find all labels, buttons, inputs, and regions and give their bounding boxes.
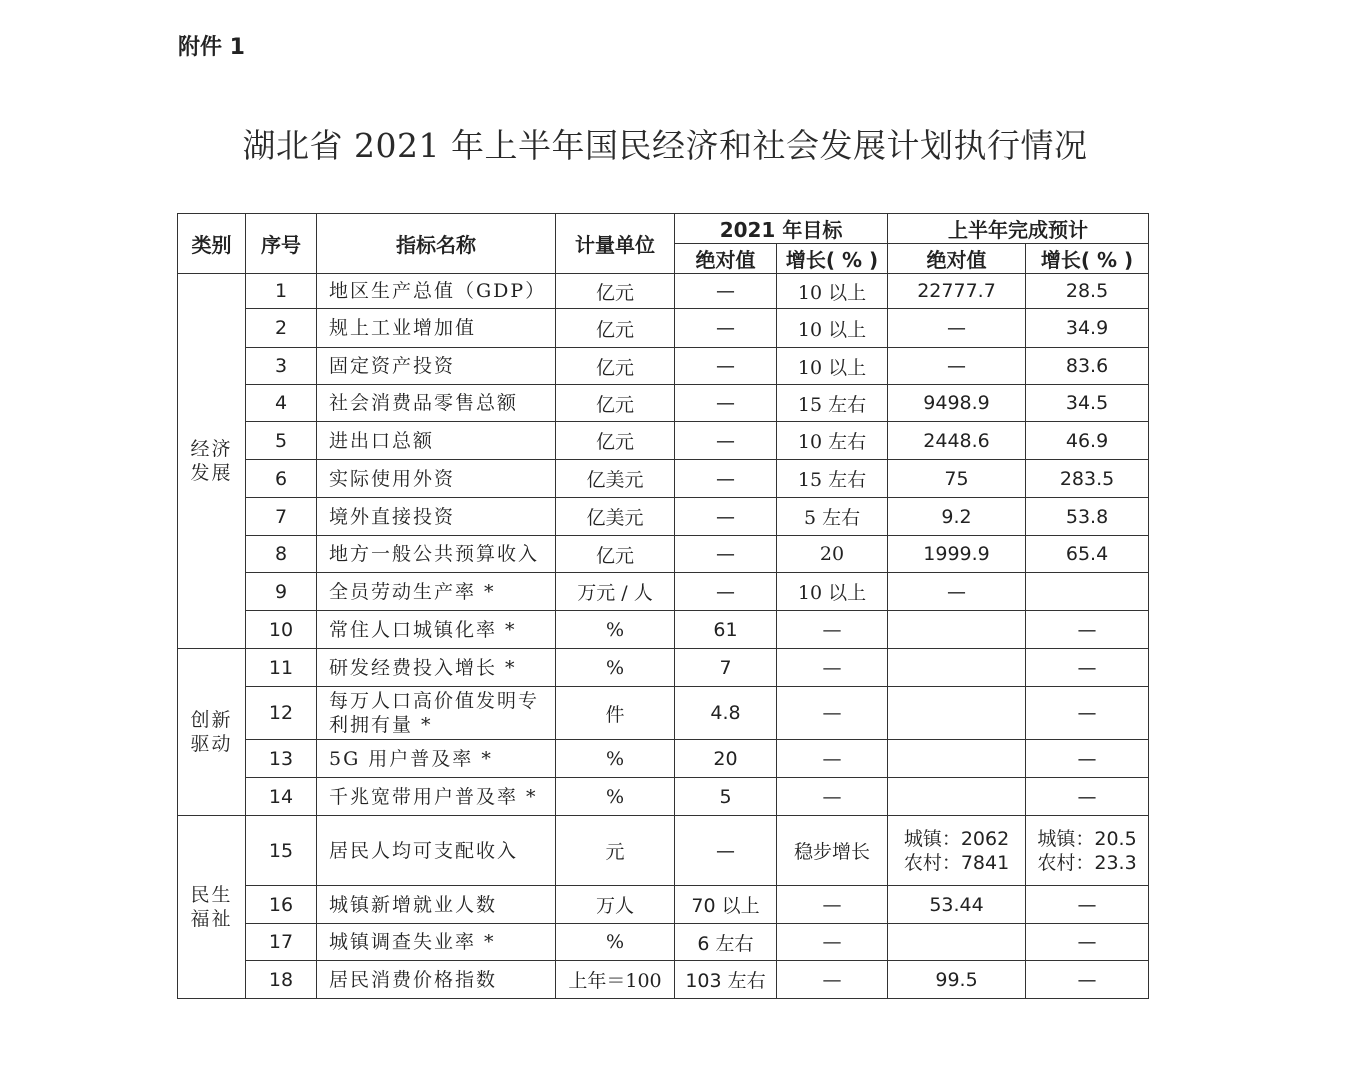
actual-growth-cell: 83.6 xyxy=(1026,348,1149,385)
unit-cell: 件 xyxy=(556,687,675,740)
actual-growth-cell: 28.5 xyxy=(1026,274,1149,309)
target-growth-cell: 10 以上 xyxy=(777,274,888,309)
table-row xyxy=(178,309,1149,348)
target-abs-cell: 103 左右 xyxy=(675,961,777,999)
target-growth-cell: 20 xyxy=(777,536,888,573)
target-growth-cell: 10 以上 xyxy=(777,309,888,348)
seq-cell: 4 xyxy=(246,385,317,422)
actual-abs-cell: 1999.9 xyxy=(888,536,1026,573)
target-growth-cell: — xyxy=(777,886,888,924)
seq-cell: 1 xyxy=(246,274,317,309)
unit-cell: 亿元 xyxy=(556,309,675,348)
table-row xyxy=(178,460,1149,498)
actual-abs-cell xyxy=(888,649,1026,687)
indicator-name-cell: 地区生产总值（GDP） xyxy=(317,274,556,309)
target-abs-cell: — xyxy=(675,422,777,460)
page-title: 湖北省 2021 年上半年国民经济和社会发展计划执行情况 xyxy=(242,126,1088,165)
table-row xyxy=(178,385,1149,422)
actual-abs-cell: 75 xyxy=(888,460,1026,498)
target-abs-cell: 6 左右 xyxy=(675,924,777,961)
target-abs-cell: 20 xyxy=(675,740,777,778)
indicator-name-cell: 常住人口城镇化率 * xyxy=(317,611,556,649)
target-abs-cell: 4.8 xyxy=(675,687,777,740)
actual-abs-cell: — xyxy=(888,348,1026,385)
target-abs-cell: — xyxy=(675,573,777,611)
seq-cell: 14 xyxy=(246,778,317,816)
category-cell: 创新 驱动 xyxy=(178,649,246,816)
seq-cell: 8 xyxy=(246,536,317,573)
target-growth-cell: — xyxy=(777,740,888,778)
unit-cell: % xyxy=(556,740,675,778)
indicator-name-cell: 进出口总额 xyxy=(317,422,556,460)
target-abs-cell: — xyxy=(675,309,777,348)
actual-growth-cell: — xyxy=(1026,778,1149,816)
indicator-name-cell: 5G 用户普及率 * xyxy=(317,740,556,778)
table-row xyxy=(178,924,1149,961)
unit-cell: 亿元 xyxy=(556,274,675,309)
seq-cell: 15 xyxy=(246,816,317,886)
table-row xyxy=(178,348,1149,385)
unit-cell: 上年＝100 xyxy=(556,961,675,999)
header-unit: 计量单位 xyxy=(556,214,675,274)
seq-cell: 2 xyxy=(246,309,317,348)
actual-abs-cell: 22777.7 xyxy=(888,274,1026,309)
table-row xyxy=(178,740,1149,778)
target-abs-cell: — xyxy=(675,348,777,385)
actual-abs-cell xyxy=(888,778,1026,816)
target-abs-cell: — xyxy=(675,274,777,309)
seq-cell: 13 xyxy=(246,740,317,778)
target-abs-cell: — xyxy=(675,498,777,536)
seq-cell: 3 xyxy=(246,348,317,385)
unit-cell: 亿美元 xyxy=(556,460,675,498)
unit-cell: 亿元 xyxy=(556,536,675,573)
table-row xyxy=(178,536,1149,573)
actual-abs-cell: 9498.9 xyxy=(888,385,1026,422)
actual-growth-cell: — xyxy=(1026,886,1149,924)
target-growth-cell: 5 左右 xyxy=(777,498,888,536)
actual-growth-cell: 城镇：20.5 农村：23.3 xyxy=(1026,816,1149,886)
actual-abs-cell: 2448.6 xyxy=(888,422,1026,460)
actual-growth-cell: — xyxy=(1026,961,1149,999)
actual-growth-cell: 283.5 xyxy=(1026,460,1149,498)
indicator-name-cell: 固定资产投资 xyxy=(317,348,556,385)
actual-abs-cell: — xyxy=(888,573,1026,611)
actual-abs-cell xyxy=(888,687,1026,740)
unit-cell: 亿元 xyxy=(556,348,675,385)
target-abs-cell: — xyxy=(675,816,777,886)
indicator-name-cell: 居民消费价格指数 xyxy=(317,961,556,999)
table-row xyxy=(178,886,1149,924)
target-growth-cell: — xyxy=(777,649,888,687)
seq-cell: 9 xyxy=(246,573,317,611)
plan-execution-table xyxy=(177,213,1149,999)
attachment-label: 附件 1 xyxy=(178,35,245,60)
table-row xyxy=(178,611,1149,649)
target-growth-cell: 15 左右 xyxy=(777,460,888,498)
target-growth-cell: — xyxy=(777,961,888,999)
table-row xyxy=(178,961,1149,999)
category-cell: 民生 福祉 xyxy=(178,816,246,999)
table-row xyxy=(178,649,1149,687)
seq-cell: 5 xyxy=(246,422,317,460)
actual-abs-cell: — xyxy=(888,309,1026,348)
target-growth-cell: 稳步增长 xyxy=(777,816,888,886)
target-abs-cell: — xyxy=(675,385,777,422)
actual-abs-cell: 53.44 xyxy=(888,886,1026,924)
indicator-name-cell: 千兆宽带用户普及率 * xyxy=(317,778,556,816)
seq-cell: 17 xyxy=(246,924,317,961)
table-row xyxy=(178,274,1149,309)
actual-growth-cell: 65.4 xyxy=(1026,536,1149,573)
indicator-name-cell: 规上工业增加值 xyxy=(317,309,556,348)
target-abs-cell: 61 xyxy=(675,611,777,649)
target-abs-cell: — xyxy=(675,460,777,498)
unit-cell: 万人 xyxy=(556,886,675,924)
seq-cell: 7 xyxy=(246,498,317,536)
table-row xyxy=(178,687,1149,740)
table-body xyxy=(178,274,1149,999)
unit-cell: 元 xyxy=(556,816,675,886)
target-growth-cell: — xyxy=(777,687,888,740)
table-row xyxy=(178,422,1149,460)
header-target-growth: 增长( % ) xyxy=(777,244,888,274)
header-actual-growth: 增长( % ) xyxy=(1026,244,1149,274)
unit-cell: % xyxy=(556,611,675,649)
actual-growth-cell: — xyxy=(1026,740,1149,778)
actual-abs-cell xyxy=(888,924,1026,961)
actual-growth-cell xyxy=(1026,573,1149,611)
target-abs-cell: 7 xyxy=(675,649,777,687)
unit-cell: % xyxy=(556,924,675,961)
seq-cell: 11 xyxy=(246,649,317,687)
header-actual-abs: 绝对值 xyxy=(888,244,1026,274)
seq-cell: 12 xyxy=(246,687,317,740)
actual-abs-cell xyxy=(888,611,1026,649)
header-actual-group: 上半年完成预计 xyxy=(888,214,1149,244)
indicator-name-cell: 地方一般公共预算收入 xyxy=(317,536,556,573)
category-cell: 经济 发展 xyxy=(178,274,246,649)
indicator-name-cell: 研发经费投入增长 * xyxy=(317,649,556,687)
unit-cell: 亿元 xyxy=(556,385,675,422)
indicator-name-cell: 城镇新增就业人数 xyxy=(317,886,556,924)
indicator-name-cell: 居民人均可支配收入 xyxy=(317,816,556,886)
header-seq: 序号 xyxy=(246,214,317,274)
target-growth-cell: 10 以上 xyxy=(777,573,888,611)
actual-growth-cell: 34.5 xyxy=(1026,385,1149,422)
indicator-name-cell: 实际使用外资 xyxy=(317,460,556,498)
actual-growth-cell: — xyxy=(1026,924,1149,961)
target-growth-cell: — xyxy=(777,924,888,961)
indicator-name-cell: 每万人口高价值发明专 利拥有量 * xyxy=(317,687,556,740)
actual-growth-cell: — xyxy=(1026,687,1149,740)
seq-cell: 6 xyxy=(246,460,317,498)
actual-growth-cell: 53.8 xyxy=(1026,498,1149,536)
unit-cell: 亿元 xyxy=(556,422,675,460)
actual-abs-cell xyxy=(888,740,1026,778)
target-growth-cell: 10 左右 xyxy=(777,422,888,460)
actual-growth-cell: 46.9 xyxy=(1026,422,1149,460)
indicator-name-cell: 社会消费品零售总额 xyxy=(317,385,556,422)
seq-cell: 16 xyxy=(246,886,317,924)
actual-growth-cell: 34.9 xyxy=(1026,309,1149,348)
header-target-abs: 绝对值 xyxy=(675,244,777,274)
seq-cell: 10 xyxy=(246,611,317,649)
table-row xyxy=(178,573,1149,611)
header-target-group: 2021 年目标 xyxy=(675,214,888,244)
target-abs-cell: — xyxy=(675,536,777,573)
unit-cell: 万元 / 人 xyxy=(556,573,675,611)
target-growth-cell: — xyxy=(777,611,888,649)
unit-cell: 亿美元 xyxy=(556,498,675,536)
unit-cell: % xyxy=(556,649,675,687)
header-name: 指标名称 xyxy=(317,214,556,274)
target-abs-cell: 70 以上 xyxy=(675,886,777,924)
indicator-name-cell: 城镇调查失业率 * xyxy=(317,924,556,961)
table-row xyxy=(178,816,1149,886)
header-category: 类别 xyxy=(178,214,246,274)
actual-abs-cell: 99.5 xyxy=(888,961,1026,999)
target-growth-cell: 15 左右 xyxy=(777,385,888,422)
table-row xyxy=(178,498,1149,536)
seq-cell: 18 xyxy=(246,961,317,999)
indicator-name-cell: 全员劳动生产率 * xyxy=(317,573,556,611)
target-growth-cell: 10 以上 xyxy=(777,348,888,385)
indicator-name-cell: 境外直接投资 xyxy=(317,498,556,536)
actual-abs-cell: 9.2 xyxy=(888,498,1026,536)
actual-abs-cell: 城镇：2062 农村：7841 xyxy=(888,816,1026,886)
table-row xyxy=(178,778,1149,816)
target-growth-cell: — xyxy=(777,778,888,816)
actual-growth-cell: — xyxy=(1026,611,1149,649)
target-abs-cell: 5 xyxy=(675,778,777,816)
actual-growth-cell: — xyxy=(1026,649,1149,687)
unit-cell: % xyxy=(556,778,675,816)
